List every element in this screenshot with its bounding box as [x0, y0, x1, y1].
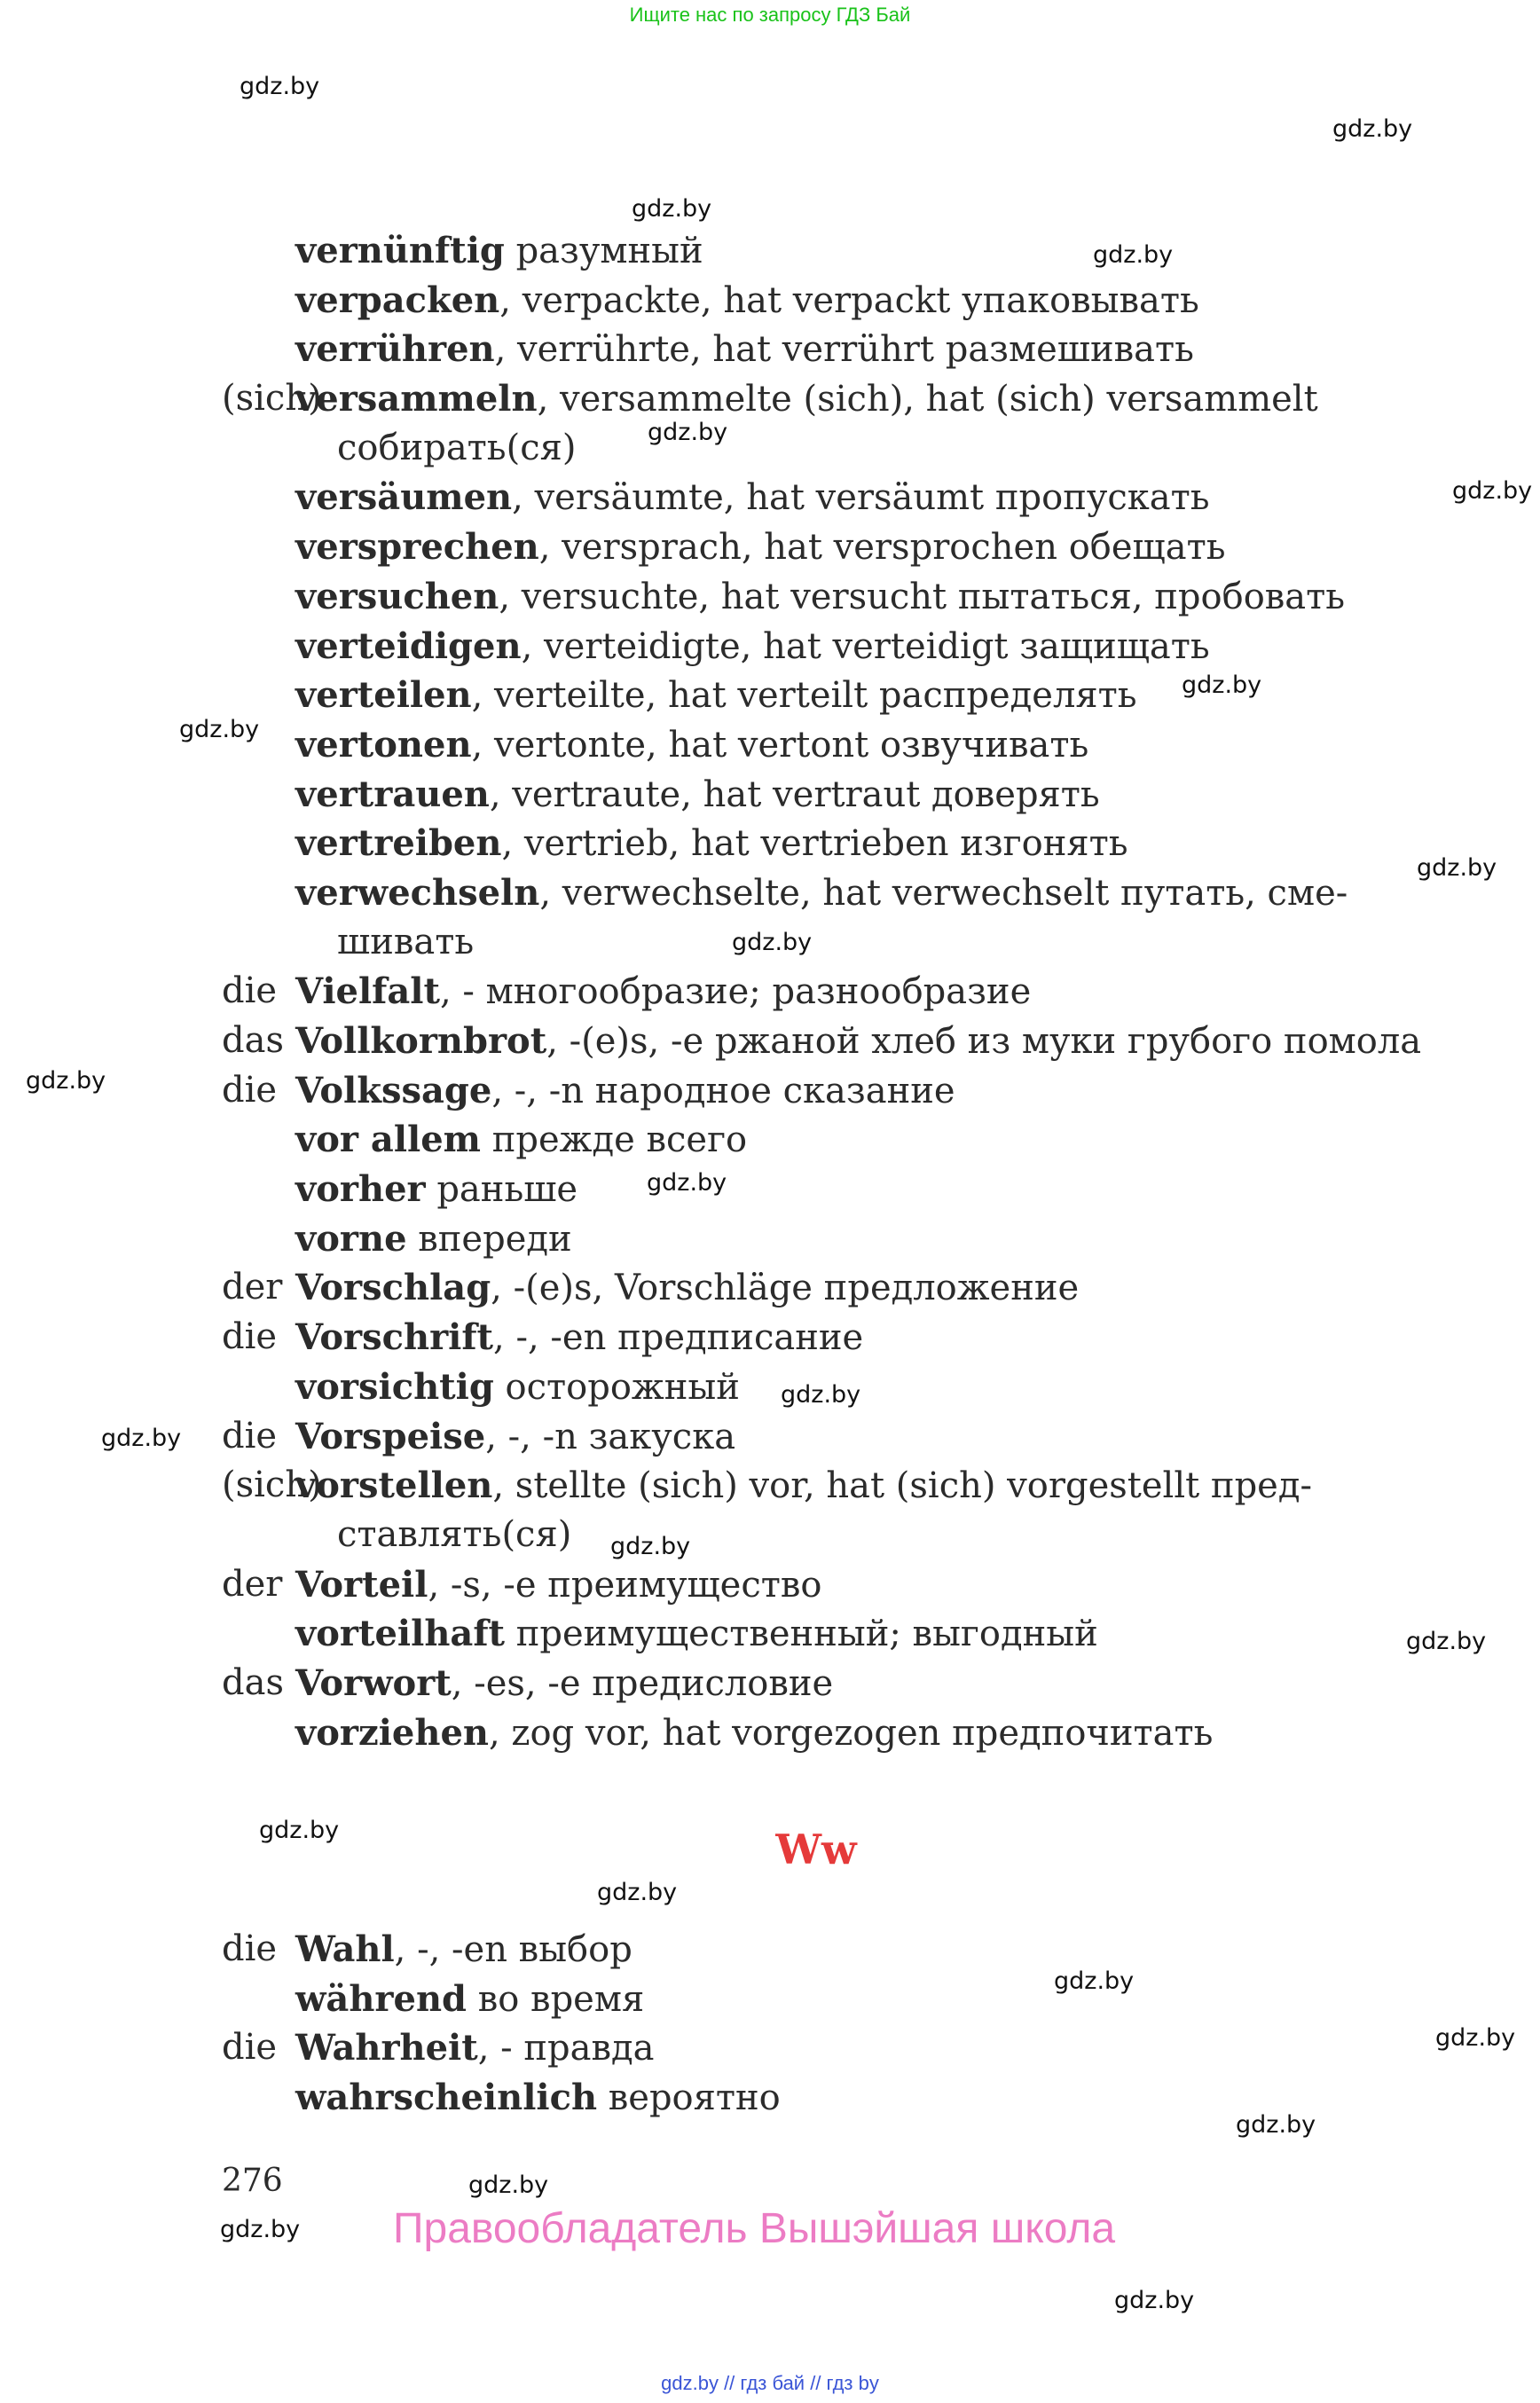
entry-headword: vorsichtig [295, 1365, 494, 1408]
watermark: gdz.by [647, 1169, 727, 1197]
entry-headword: Vollkornbrot [295, 1020, 547, 1062]
watermark: gdz.by [240, 73, 320, 100]
entry-article: die [222, 1069, 278, 1111]
entry-headword: während [295, 1977, 468, 2020]
entry-definition: , verteidigte, hat verteidigt защищать [521, 625, 1210, 667]
dictionary-entry [222, 424, 1419, 474]
watermark: gdz.by [1406, 1628, 1487, 1655]
entry-definition: преимущественный; выгодный [505, 1614, 1098, 1655]
dictionary-entry [222, 1017, 1422, 1066]
entry-definition: , vertrieb, hat vertrieben изгонять [501, 823, 1128, 865]
watermark: gdz.by [1236, 2111, 1316, 2139]
entry-definition: осторожный [493, 1366, 740, 1408]
entry-definition: , verrührte, hat verrührt размешивать [494, 329, 1194, 371]
entry-definition: разумный [504, 231, 703, 271]
entry-definition: , vertraute, hat vertraut доверять [489, 774, 1100, 815]
dictionary-entry [222, 572, 1419, 622]
entry-definition: вероятно [597, 2077, 781, 2119]
dictionary-entry [222, 325, 1419, 374]
entry-headword: vernünftig [295, 230, 505, 271]
entry-definition: , -, -en выбор [394, 1929, 632, 1970]
watermark: gdz.by [101, 1425, 182, 1452]
watermark: gdz.by [26, 1067, 106, 1095]
watermark: gdz.by [1054, 1967, 1135, 1995]
watermark: gdz.by [468, 2171, 549, 2199]
entry-article: das [222, 1661, 284, 1703]
entry-headword: Vorschrift [295, 1316, 494, 1359]
entry-definition: прежде всего [481, 1119, 748, 1161]
dictionary-entry [222, 226, 1419, 276]
entry-article: die [222, 970, 278, 1012]
dictionary-entry [222, 1313, 1419, 1362]
entry-definition: , versäumte, hat versäumt пропускать [512, 477, 1210, 519]
entry-definition: шивать [337, 921, 475, 962]
watermark: gdz.by [220, 2216, 301, 2243]
entry-headword: vorziehen [295, 1711, 489, 1754]
dictionary-entry [222, 1461, 1419, 1511]
entry-article: (sich) [222, 1465, 322, 1506]
entry-headword: vorne [295, 1217, 407, 1260]
dictionary-entry [222, 374, 1419, 424]
dictionary-entry [222, 868, 1419, 918]
watermark: gdz.by [1435, 2024, 1516, 2052]
dictionary-section-w [222, 1925, 1419, 2123]
entry-article: das [222, 1020, 284, 1061]
dictionary-entry [222, 1165, 1419, 1214]
dictionary-entry [222, 1263, 1419, 1313]
entry-headword: versuchen [295, 575, 499, 617]
entry-headword: Vorspeise [295, 1415, 486, 1457]
entry-definition: ставлять(ся) [337, 1513, 572, 1555]
entry-definition: раньше [425, 1169, 578, 1211]
dictionary-entry [222, 1412, 1419, 1462]
entry-headword: wahrscheinlich [295, 2077, 598, 2119]
entry-definition: , vertonte, hat vertont озвучивать [471, 724, 1089, 766]
entry-headword: verteilen [295, 674, 472, 717]
dictionary-entry [222, 1560, 1419, 1610]
dictionary-entry [222, 671, 1419, 720]
dictionary-entry [222, 770, 1419, 820]
entry-article: (sich) [222, 378, 322, 420]
dictionary-entry [222, 1659, 1419, 1708]
watermark: gdz.by [1093, 241, 1174, 269]
entry-headword: vorstellen [295, 1465, 493, 1507]
entry-definition: , -, -n закуска [485, 1416, 736, 1457]
dictionary-entry [222, 1214, 1419, 1264]
entry-headword: versäumen [295, 476, 513, 519]
watermark: gdz.by [732, 929, 813, 956]
entry-headword: Vorschlag [295, 1267, 491, 1309]
dictionary-entry [222, 1511, 1419, 1560]
entry-article: der [222, 1267, 283, 1308]
dictionary-entry [222, 1362, 1419, 1412]
dictionary-entry [222, 1066, 1419, 1116]
entry-definition: , -(e)s, -e ржаной хлеб из муки грубого помола [546, 1021, 1422, 1062]
entry-headword: Vorteil [295, 1563, 428, 1606]
watermark: gdz.by [610, 1533, 691, 1560]
entry-headword: vertreiben [295, 822, 502, 865]
entry-headword: verpacken [295, 279, 500, 321]
entry-headword: Wahl [295, 1928, 395, 1970]
entry-headword: vor allem [295, 1119, 482, 1161]
dictionary-entry [222, 622, 1419, 671]
watermark: gdz.by [179, 716, 260, 743]
entry-headword: vertonen [295, 723, 472, 766]
entry-article: die [222, 2027, 278, 2069]
watermark: gdz.by [597, 1879, 678, 1906]
entry-definition: , -(e)s, Vorschläge предложение [491, 1268, 1080, 1309]
entry-definition: , versammelte (sich), hat (sich) versammelt [537, 379, 1318, 420]
dictionary-entry [222, 819, 1419, 868]
dictionary-entry [222, 720, 1419, 770]
dictionary-entry [222, 1975, 1419, 2024]
watermark: gdz.by [632, 195, 712, 223]
watermark: gdz.by [259, 1817, 340, 1844]
entry-headword: Vielfalt [295, 970, 440, 1013]
entry-headword: verteidigen [295, 624, 522, 667]
dictionary-entry [222, 2073, 1419, 2123]
letter-heading-w: Ww [775, 1826, 857, 1873]
dictionary-entry [222, 276, 1419, 326]
dictionary-entry [222, 1708, 1419, 1758]
entry-headword: versprechen [295, 526, 539, 569]
entry-definition: , zog vor, hat vorgezogen предпочитать [488, 1712, 1214, 1754]
entry-headword: versammeln [295, 378, 538, 420]
entry-definition: , - многообразие; разнообразие [439, 971, 1032, 1013]
top-banner[interactable]: Ищите нас по запросу ГДЗ Бай [629, 4, 911, 26]
dictionary-entry [222, 1609, 1419, 1659]
entry-definition: , verwechselte, hat verwechselt путать, сме- [539, 872, 1348, 914]
dictionary-entry [222, 918, 1419, 968]
dictionary-entry [222, 1115, 1419, 1165]
entry-headword: Vorwort [295, 1661, 452, 1704]
entry-definition: , -es, -e предисловие [451, 1662, 834, 1704]
entry-definition: собирать(ся) [337, 427, 577, 468]
entry-definition: , versuchte, hat versucht пытаться, пробовать [499, 576, 1346, 617]
watermark: gdz.by [1332, 115, 1413, 143]
entry-definition: впереди [406, 1218, 572, 1260]
watermark: gdz.by [1452, 477, 1533, 505]
entry-article: die [222, 1928, 278, 1969]
watermark: gdz.by [781, 1381, 861, 1409]
entry-definition: , -s, -e преимущество [428, 1564, 822, 1606]
entry-headword: Volkssage [295, 1069, 492, 1111]
entry-article: die [222, 1316, 278, 1358]
entry-headword: vorher [295, 1168, 426, 1211]
watermark: gdz.by [1114, 2287, 1195, 2314]
dictionary-entry [222, 473, 1419, 522]
entry-definition: во время [467, 1978, 645, 2020]
watermark: gdz.by [1182, 671, 1262, 699]
entry-article: der [222, 1563, 283, 1605]
entry-definition: , -, -n народное сказание [491, 1070, 955, 1111]
entry-definition: , - правда [477, 2028, 655, 2069]
watermark: gdz.by [648, 419, 728, 446]
bottom-links[interactable]: gdz.by // гдз бай // гдз by [661, 2372, 879, 2394]
dictionary-entry [222, 1925, 1419, 1975]
dictionary-entry [222, 967, 1419, 1017]
page-number: 276 [222, 2163, 283, 2199]
entry-headword: vertrauen [295, 773, 490, 815]
entry-headword: vorteilhaft [295, 1613, 505, 1655]
dictionary-section-v [222, 226, 1422, 1757]
entry-definition: , verteilte, hat verteilt распределять [471, 675, 1137, 717]
dictionary-entry [222, 2023, 1419, 2073]
entry-definition: , stellte (sich) vor, hat (sich) vorgestellt пред- [492, 1465, 1312, 1507]
entry-definition: , -, -en предписание [493, 1317, 864, 1359]
watermark: gdz.by [1417, 854, 1497, 882]
entry-headword: verrühren [295, 328, 495, 371]
copyright-notice: Правообладатель Вышэйшая школа [393, 2205, 1116, 2252]
entry-definition: , verpackte, hat verpackt упаковывать [499, 279, 1199, 321]
entry-definition: , versprach, hat versprochen обещать [538, 527, 1226, 569]
entry-headword: verwechseln [295, 871, 540, 914]
entry-headword: Wahrheit [295, 2027, 478, 2069]
entry-article: die [222, 1415, 278, 1457]
dictionary-entry [222, 522, 1419, 572]
